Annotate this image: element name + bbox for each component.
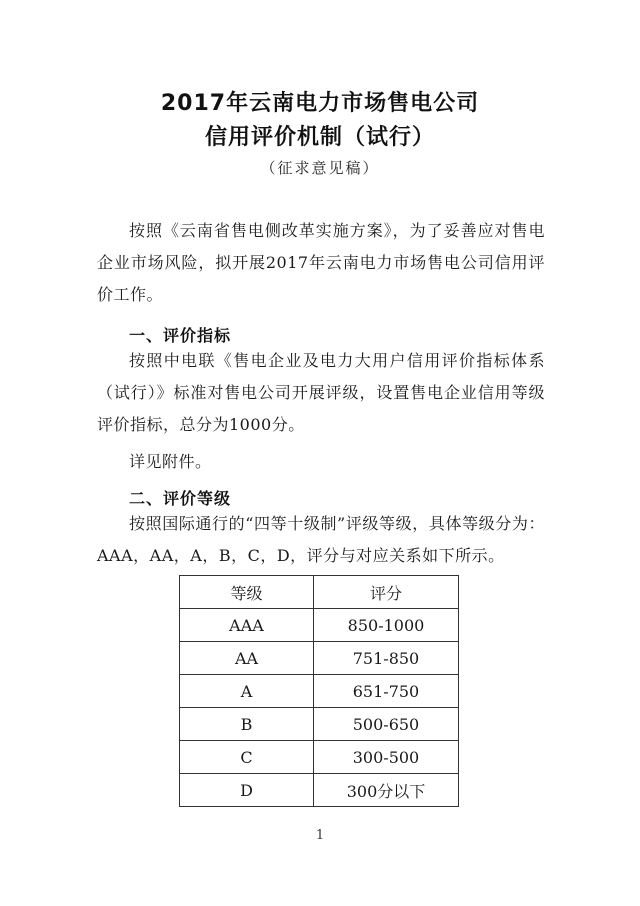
- score-cell: 850-1000: [314, 609, 459, 642]
- section1-heading: 一、评价指标: [129, 326, 232, 345]
- section2-heading: 二、评价等级: [129, 489, 232, 508]
- intro-paragraph: 按照《云南省售电侧改革实施方案》，为了妥善应对售电企业市场风险，拟开展2017年云南电力市场售电公司信用评价工作。: [97, 221, 545, 304]
- grade-cell: AAA: [180, 609, 314, 642]
- grade-cell: AA: [180, 642, 314, 675]
- grade-cell: D: [180, 774, 314, 807]
- grade-table-header-row: [180, 576, 459, 609]
- table-row: [180, 609, 459, 642]
- table-row: [180, 675, 459, 708]
- table-row: [180, 741, 459, 774]
- page-number: 1: [315, 828, 325, 843]
- score-column-header: 评分: [314, 576, 459, 609]
- grade-table: [179, 575, 459, 807]
- document-title-line2: 信用评价机制（试行）: [204, 125, 435, 150]
- score-cell: 751-850: [314, 642, 459, 675]
- section1-note: 详见附件。: [129, 452, 212, 471]
- score-cell: 500-650: [314, 708, 459, 741]
- table-row: [180, 774, 459, 807]
- section1-body: 按照中电联《售电企业及电力大用户信用评价指标体系（试行）》标准对售电公司开展评级，设置售电企业信用等级评价指标，总分为1000分。: [97, 351, 545, 434]
- grade-column-header: 等级: [180, 576, 314, 609]
- document-title-line1: 2017年云南电力市场售电公司: [160, 91, 480, 116]
- document-subtitle: （征求意见稿）: [260, 159, 380, 177]
- table-row: [180, 708, 459, 741]
- grade-cell: A: [180, 675, 314, 708]
- score-cell: 300分以下: [314, 774, 459, 807]
- score-cell: 651-750: [314, 675, 459, 708]
- score-cell: 300-500: [314, 741, 459, 774]
- table-row: [180, 642, 459, 675]
- grade-cell: C: [180, 741, 314, 774]
- grade-cell: B: [180, 708, 314, 741]
- section2-body: 按照国际通行的“四等十级制”评级等级，具体等级分为：AAA，AA，A，B，C，D，评分与对应关系如下所示。: [97, 514, 545, 565]
